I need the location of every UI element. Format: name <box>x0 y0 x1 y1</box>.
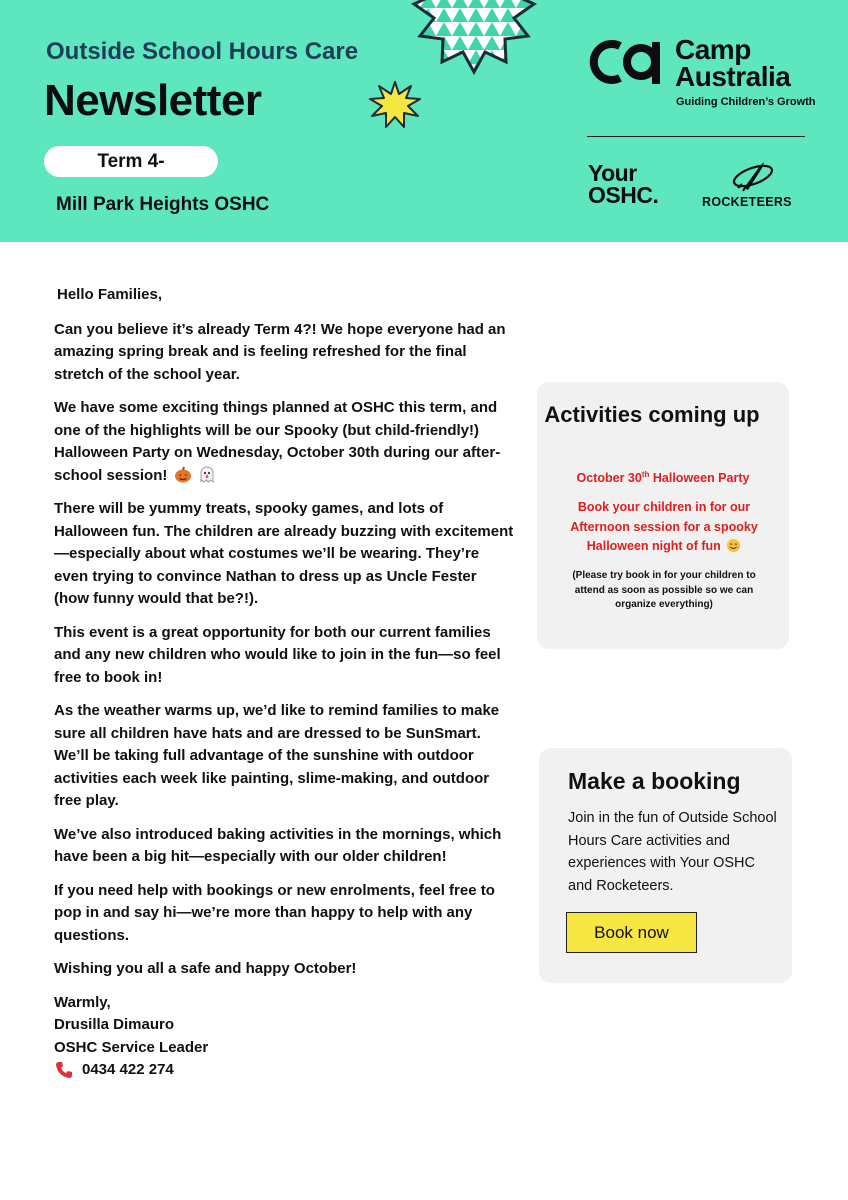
phone-number[interactable]: 0434 422 274 <box>82 1061 174 1078</box>
newsletter-body <box>54 284 514 1082</box>
greeting: Hello Families, <box>57 286 163 303</box>
camp-australia-logo-icon <box>584 36 670 88</box>
activities-book-copy: Book your children in for our Afternoon session for a spooky Halloween night of fun <box>570 500 758 553</box>
paragraph-event: This event is a great opportunity for both our current families and any new children who would like to join in the fun—so feel free to book in! <box>54 623 501 686</box>
yellow-burst-decoration <box>368 80 422 130</box>
activities-panel <box>537 382 789 649</box>
signer-role: OSHC Service Leader <box>54 1038 209 1056</box>
paragraph-wishes: Wishing you all a safe and happy October! <box>54 960 357 977</box>
brand-tagline: Guiding Children’s Growth <box>676 96 816 108</box>
your-oshc-line1: Your <box>588 160 637 186</box>
booking-text: Join in the fun of Outside School Hours Care activities and experiences with Your OSHC and Rocketeers. <box>568 810 777 895</box>
brand-name-line1: Camp <box>675 34 751 65</box>
brand-name-line2: Australia <box>675 61 791 92</box>
activities-title: Activities coming up <box>544 402 760 427</box>
paragraph-halloween-text: We have some exciting things planned at OSHC this term, and one of the highlights will be our Spooky (but child-friendly!) Halloween Party on Wednesday, October 30th during our after-school session! <box>54 399 501 484</box>
smile-icon <box>726 538 741 553</box>
header-banner <box>0 0 848 242</box>
signoff: Warmly, <box>54 993 111 1011</box>
service-name: Mill Park Heights OSHC <box>56 194 270 215</box>
activities-event-suffix: th <box>641 470 650 479</box>
activities-event <box>537 470 789 485</box>
paragraph-baking: We’ve also introduced baking activities in the mornings, which have been a big hit—especially with our older children! <box>54 825 502 865</box>
term-badge: Term 4- <box>44 146 218 177</box>
paragraph-help: If you need help with bookings or new enrolments, feel free to pop in and say hi—we’re more than happy to help with any questions. <box>54 881 495 944</box>
paragraph-treats: There will be yummy treats, spooky games, and lots of Halloween fun. The children are already buzzing with excitement—especially about what costumes we’ll be wearing. They’re even trying to convince Nathan to dress up as Uncle Fester (how funny would that be?!). <box>54 500 514 607</box>
booking-panel <box>539 748 792 983</box>
ghost-icon <box>198 465 216 483</box>
paragraph-intro: Can you believe it’s already Term 4?! We hope everyone had an amazing spring break and is feeling refreshed for the final stretch of the school year. <box>54 320 506 383</box>
your-oshc-line2: OSHC. <box>588 182 659 208</box>
paragraph-sunsmart: As the weather warms up, we’d like to remind families to make sure all children have hats and are dressed to be SunSmart. We’ll be taking full advantage of the sunshine with outdoor activities each week like painting, slime-making, and outdoor free play. <box>54 702 500 809</box>
page-title: Newsletter <box>44 76 262 125</box>
book-now-button[interactable]: Book now <box>566 912 697 953</box>
brand-name <box>675 36 790 90</box>
activities-event-name: Halloween Party <box>649 471 750 486</box>
rocket-icon <box>730 158 776 192</box>
starburst-decoration <box>388 0 560 90</box>
signer-name: Drusilla Dimauro <box>54 1016 175 1033</box>
header-subtitle: Outside School Hours Care <box>46 38 359 65</box>
header-divider <box>587 136 805 137</box>
booking-title: Make a booking <box>568 768 741 794</box>
activities-book-text <box>553 498 775 557</box>
phone-icon <box>54 1060 74 1080</box>
phone-row <box>54 1059 514 1082</box>
your-oshc-logo <box>588 162 658 206</box>
paragraph-halloween <box>54 397 514 487</box>
activities-event-date: October 30 <box>576 471 642 486</box>
pumpkin-icon <box>174 466 192 483</box>
rocketeers-logo: ROCKETEERS <box>702 195 792 209</box>
activities-note: (Please try book in for your children to attend as soon as possible so we can organize everything) <box>572 570 756 610</box>
